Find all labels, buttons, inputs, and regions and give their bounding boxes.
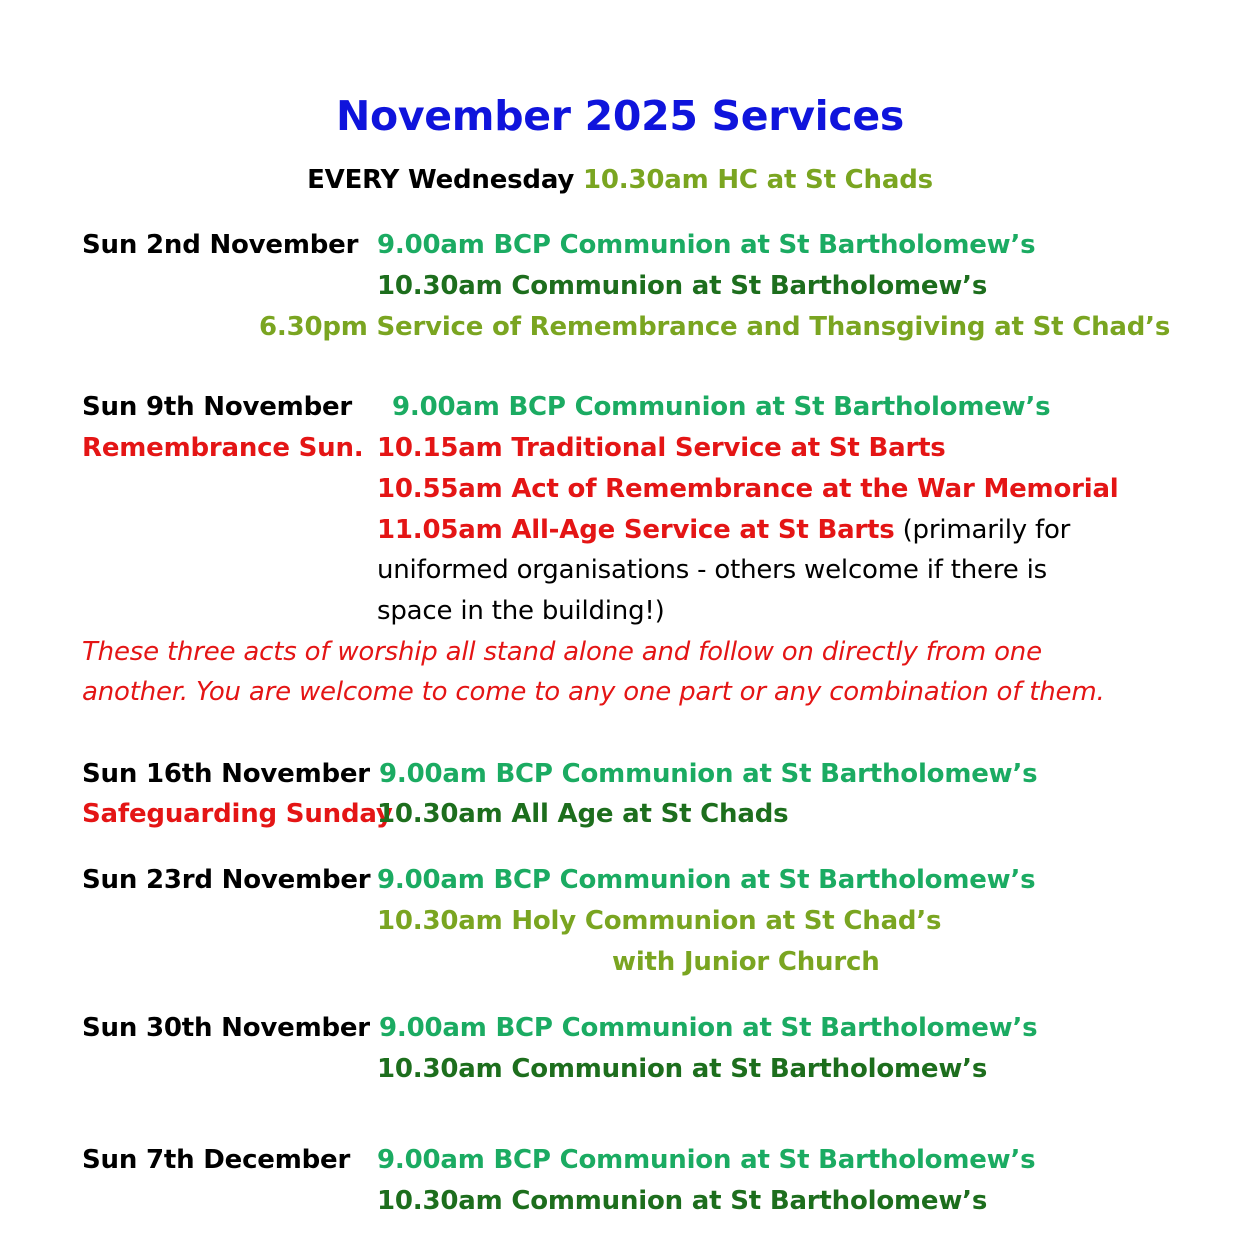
service-nov-9-act-of-remembrance: 10.55am Act of Remembrance at the War Memorial [377,474,1119,504]
service-nov-2-bcp: 9.00am BCP Communion at St Bartholomew’s [377,230,1036,260]
service-nov-2-remembrance: 6.30pm Service of Remembrance and Thansgiving at St Chad’s [259,312,1171,342]
worship-note-line-2: another. You are welcome to come to any one part or any combination of them. [82,677,1105,707]
service-nov-9-all-age-note: (primarily for [894,515,1071,545]
date-nov-23: Sun 23rd November [82,865,371,895]
date-dec-7: Sun 7th December [82,1145,351,1175]
service-nov-9-all-age [377,514,1070,546]
date-nov-2: Sun 2nd November [82,230,359,260]
service-dec-7-bcp: 9.00am BCP Communion at St Bartholomew’s [377,1145,1036,1175]
service-nov-16-bcp: 9.00am BCP Communion at St Bartholomew’s [379,759,1038,789]
service-nov-9-all-age-title: 11.05am All-Age Service at St Barts [377,515,895,545]
page-title: November 2025 Services [335,92,905,140]
service-nov-9-note-line-3: space in the building!) [377,596,665,626]
every-wednesday-line [0,164,1240,196]
service-dec-7-communion: 10.30am Communion at St Bartholomew’s [377,1186,988,1216]
service-nov-30-communion: 10.30am Communion at St Bartholomew’s [377,1054,988,1084]
date-nov-30: Sun 30th November [82,1013,370,1043]
service-nov-9-bcp: 9.00am BCP Communion at St Bartholomew’s [392,392,1051,422]
service-nov-2-communion: 10.30am Communion at St Bartholomew’s [377,271,988,301]
subtitle-safeguarding-sunday: Safeguarding Sunday [82,799,393,829]
service-nov-23-bcp: 9.00am BCP Communion at St Bartholomew’s [377,865,1036,895]
service-nov-16-all-age: 10.30am All Age at St Chads [377,799,789,829]
service-nov-9-note-line-2: uniformed organisations - others welcome if there is [377,555,1047,585]
service-nov-30-bcp: 9.00am BCP Communion at St Bartholomew’s [379,1013,1038,1043]
service-nov-9-traditional: 10.15am Traditional Service at St Barts [377,433,946,463]
date-nov-16: Sun 16th November [82,759,370,789]
service-nov-23-holy-communion: 10.30am Holy Communion at St Chad’s [377,906,942,936]
worship-note-line-1: These three acts of worship all stand alone and follow on directly from one [82,637,1042,667]
date-nov-9: Sun 9th November [82,392,353,422]
every-wednesday-label: EVERY Wednesday [307,165,575,195]
subtitle-remembrance-sunday: Remembrance Sun. [82,433,364,463]
every-wednesday-service: 10.30am HC at St Chads [583,165,933,195]
service-nov-23-junior-church: with Junior Church [612,947,880,977]
